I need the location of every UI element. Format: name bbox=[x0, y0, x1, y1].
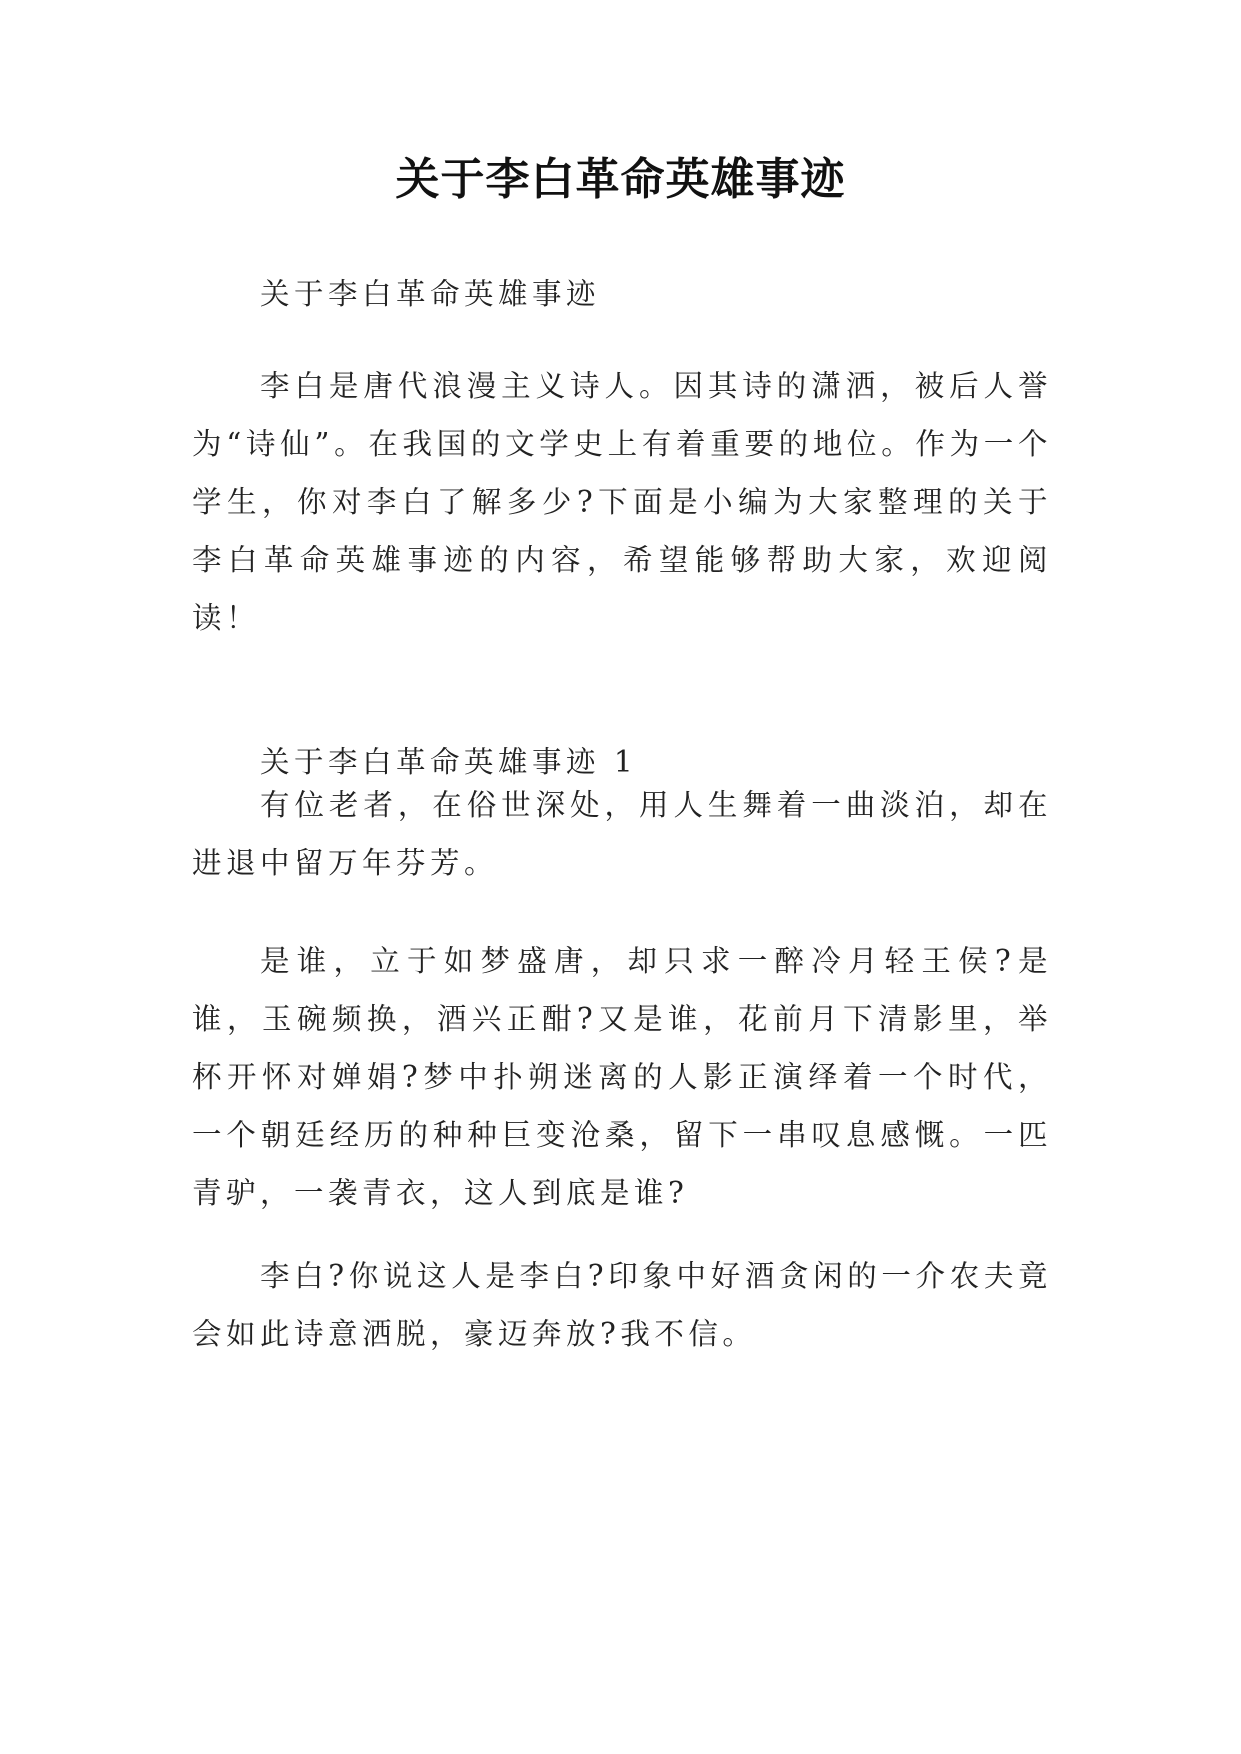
document-title: 关于李白革命英雄事迹 bbox=[395, 154, 846, 205]
body-paragraph-1: 有位老者，在俗世深处，用人生舞着一曲淡泊，却在进退中留万年芬芳。 bbox=[192, 788, 1052, 880]
body-paragraph-2: 是谁，立于如梦盛唐，却只求一醉冷月轻王侯?是谁，玉碗频换，酒兴正酣?又是谁，花前月下清影里，举杯开怀对婵娟?梦中扑朔迷离的人影正演绎着一个时代，一个朝廷经历的种种巨变沧桑，留下一串叹息感慨。一匹青驴，一袭青衣，这人到底是谁? bbox=[192, 944, 1052, 1210]
section-heading: 关于李白革命英雄事迹 1 bbox=[260, 745, 638, 779]
intro-paragraph: 李白是唐代浪漫主义诗人。因其诗的潇洒，被后人誉为“诗仙”。在我国的文学史上有着重要的地位。作为一个学生，你对李白了解多少?下面是小编为大家整理的关于李白革命英雄事迹的内容，希望能够帮助大家，欢迎阅读！ bbox=[192, 369, 1052, 635]
body-paragraph-3: 李白?你说这人是李白?印象中好酒贪闲的一介农夫竟会如此诗意洒脱，豪迈奔放?我不信。 bbox=[192, 1259, 1052, 1351]
document-subtitle: 关于李白革命英雄事迹 bbox=[260, 277, 601, 311]
